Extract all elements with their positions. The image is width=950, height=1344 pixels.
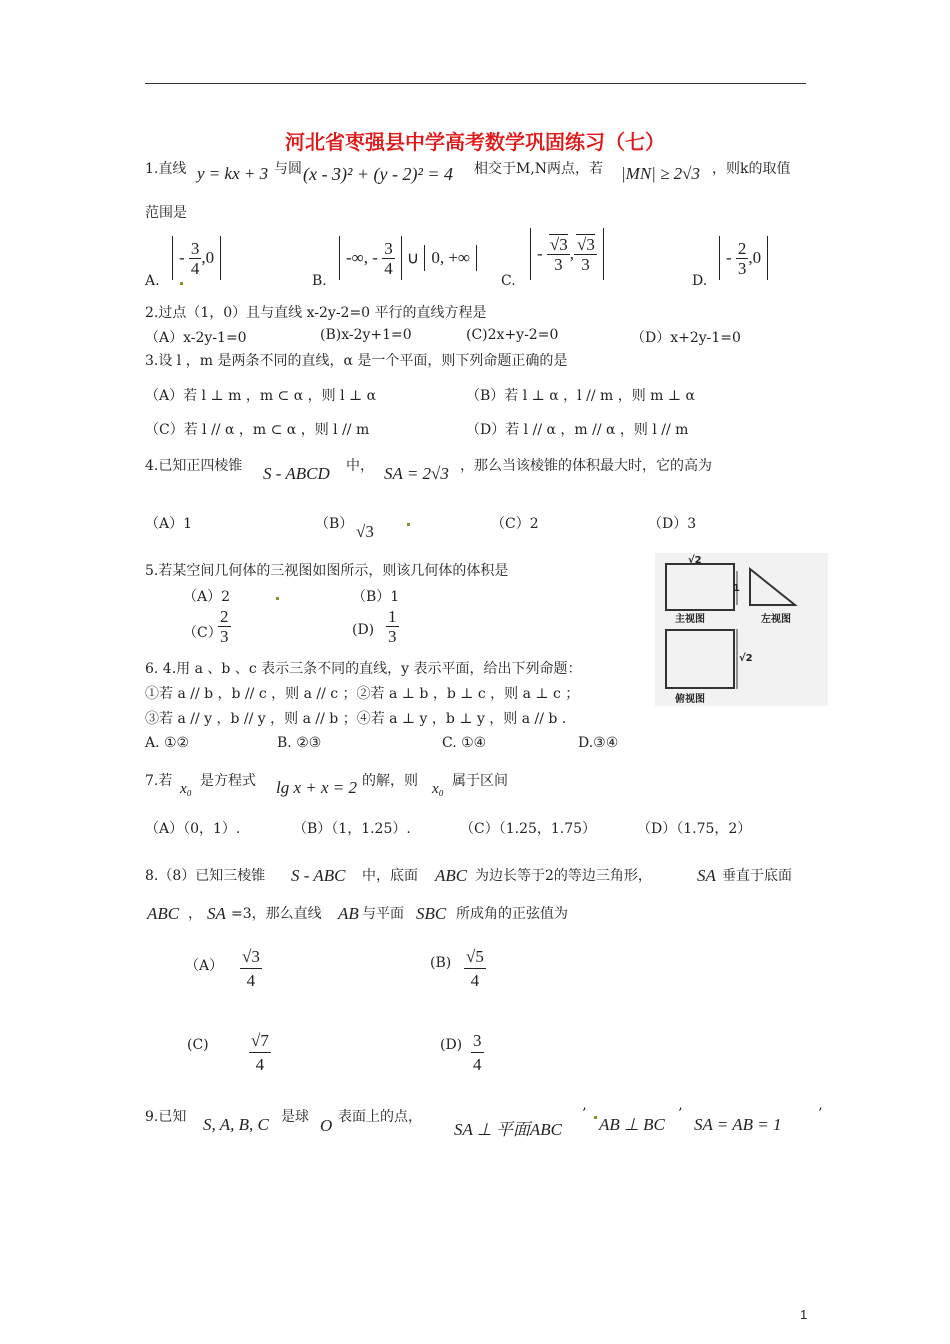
- q1-line-eq: y = kx + 3: [197, 164, 269, 183]
- q6-line2: ①若 a // b ，b // c ，则 a // c ；②若 a ⊥ b ，b ⊥ c ，则 a ⊥ c ；: [145, 686, 580, 702]
- q5-option-d-label: (D): [352, 622, 375, 638]
- page-number: 1: [800, 1307, 808, 1322]
- top-depth-label: √2: [739, 653, 753, 664]
- q1-option-a-label: A.: [145, 273, 160, 289]
- q9-cond3: SA = AB = 1: [694, 1115, 782, 1134]
- q1-line2: 范围是: [145, 205, 187, 221]
- q1-tail: ，则k的取值: [712, 161, 791, 177]
- front-view-label: 主视图: [675, 614, 705, 625]
- q9-points: S, A, B, C: [203, 1115, 269, 1134]
- q8-line2-h: 所成角的正弦值为: [456, 906, 568, 922]
- q1-condition: |MN| ≥ 2√3: [621, 164, 701, 183]
- q8-pyramid: S - ABC: [291, 866, 346, 885]
- q9-sep1: ’: [582, 1106, 587, 1122]
- q8-line1-a: 8.（8）已知三棱锥: [145, 868, 266, 884]
- q7-option-d: （D）（1.75，2）: [637, 821, 752, 837]
- top-view-rect: [665, 629, 735, 689]
- q7-var1: x₀: [180, 781, 192, 797]
- q8-option-d-value: $\frac{3}{4}$: [473, 1031, 482, 1074]
- q7-option-a: （A）（0，1）.: [145, 821, 241, 837]
- q7-option-b: （B）（1，1.25）.: [293, 821, 411, 837]
- q9-cond2: AB ⊥ BC: [599, 1115, 665, 1134]
- q8-option-b-value: $\frac{√5}{4}$: [466, 947, 484, 990]
- three-view-figure: [655, 553, 828, 706]
- page-title: 河北省枣强县中学高考数学巩固练习（七）: [285, 130, 665, 154]
- artifact-dot: [407, 523, 410, 526]
- artifact-dot: [594, 1116, 597, 1119]
- side-view-label: 左视图: [761, 614, 791, 625]
- q4-option-a: （A）1: [145, 516, 193, 532]
- q7-suffix: 属于区间: [452, 773, 508, 789]
- q1-option-c-label: C.: [501, 273, 516, 289]
- q5-option-c-label: （C）: [183, 625, 222, 641]
- q8-line1-g: 垂直于底面: [722, 868, 792, 884]
- q8-line2-sa: SA: [207, 904, 226, 923]
- q7-var2: x₀: [432, 781, 444, 797]
- q8-line1-c: 中，底面: [362, 868, 418, 884]
- q2-text: 2.过点（1，0）且与直线 x-2y-2=0 平行的直线方程是: [145, 305, 487, 321]
- q8-line2-abc: ABC: [147, 904, 180, 923]
- q9-sphere: O: [320, 1116, 333, 1135]
- q6-line1: 6. 4.用 a 、b 、c 表示三条不同的直线，y 表示平面，给出下列命题：: [145, 661, 582, 677]
- q8-line2-sbc: SBC: [416, 904, 447, 923]
- q2-option-b: (B)x-2y+1=0: [320, 327, 412, 343]
- q9-mid: 是球: [281, 1109, 309, 1125]
- q8-line2-comma: ，: [188, 906, 202, 922]
- q6-line3: ③若 a // y ，b // y ，则 a // b ；④若 a ⊥ y ，b ⊥ y ，则 a // b .: [145, 711, 567, 727]
- q5-option-d-value: $\frac{1}{3}$: [388, 607, 397, 646]
- q6-option-c: C. ①④: [442, 735, 487, 751]
- q2-option-c: (C)2x+y-2=0: [466, 327, 559, 343]
- q8-line2-d: =3，那么直线: [231, 906, 322, 922]
- q1-option-a-value: - $\frac{3}{4}$ ,0: [172, 236, 221, 280]
- q1-suffix: 相交于M,N两点，若: [474, 161, 604, 177]
- q7-prefix: 7.若: [145, 773, 173, 789]
- q1-circle-eq: (x - 3)² + (y - 2)² = 4: [303, 164, 454, 184]
- q6-option-d: D.③④: [578, 735, 619, 751]
- artifact-dot: [276, 597, 279, 600]
- q8-option-a-value: $\frac{√3}{4}$: [242, 947, 260, 990]
- q1-option-d-value: - $\frac{2}{3}$ ,0: [719, 236, 768, 280]
- q9-cond1: SA ⊥ 平面ABC: [454, 1120, 562, 1139]
- q9-prefix: 9.已知: [145, 1109, 187, 1125]
- q4-suffix: ，那么当该棱锥的体积最大时，它的高为: [460, 458, 712, 474]
- q1-option-b-label: B.: [312, 273, 327, 289]
- top-view-label: 俯视图: [675, 694, 705, 705]
- q8-option-c-label: (C): [187, 1037, 209, 1053]
- q6-option-b: B. ②③: [277, 735, 322, 751]
- q8-line2-ab: AB: [338, 904, 359, 923]
- q5-option-c-value: $\frac{2}{3}$: [220, 607, 229, 646]
- q2-option-d: （D）x+2y-1=0: [631, 330, 741, 346]
- q1-option-c-value: - $\frac{√3}{3}$ , $\frac{√3}{3}$: [530, 228, 604, 280]
- q5-option-b: （B）1: [352, 589, 400, 605]
- q4-option-b-value: √3: [356, 522, 374, 541]
- q6-option-a: A. ①②: [145, 735, 190, 751]
- q1-option-b-value: -∞, - $\frac{3}{4}$ ∪ 0, +∞: [339, 236, 477, 280]
- header-rule: [145, 83, 806, 84]
- front-width-label: √2: [688, 555, 702, 566]
- artifact-dot: [180, 282, 183, 285]
- q7-equation: lg x + x = 2: [276, 778, 358, 797]
- q1-prefix: 1.直线: [145, 161, 187, 177]
- q7-option-c: （C）（1.25，1.75）: [460, 821, 597, 837]
- q8-option-a-label: （A）: [185, 958, 224, 974]
- q4-pyramid: S - ABCD: [263, 464, 330, 483]
- q8-base: ABC: [435, 866, 468, 885]
- q9-sep3: ’: [818, 1106, 823, 1122]
- q8-option-b-label: (B): [430, 955, 452, 971]
- q8-option-d-label: (D): [440, 1037, 463, 1053]
- q9-mid2: 表面上的点，: [338, 1109, 422, 1125]
- q3-option-d: （D）若 l // α ，m // α ，则 l // m: [466, 422, 689, 438]
- q9-sep2: ’: [678, 1106, 683, 1122]
- q4-option-d: （D）3: [648, 516, 697, 532]
- q3-text: 3.设 l ，m 是两条不同的直线，α 是一个平面，则下列命题正确的是: [145, 353, 568, 369]
- q4-condition: SA = 2√3: [384, 464, 449, 483]
- q8-line2-f: 与平面: [362, 906, 404, 922]
- q8-sa: SA: [697, 866, 716, 885]
- q4-prefix: 4.已知正四棱锥: [145, 458, 243, 474]
- q3-option-b: （B）若 l ⊥ α ，l // m ，则 m ⊥ α: [466, 388, 695, 404]
- q5-option-a: （A）2: [183, 589, 231, 605]
- q2-option-a: （A）x-2y-1=0: [145, 330, 247, 346]
- q5-text: 5.若某空间几何体的三视图如图所示，则该几何体的体积是: [145, 563, 509, 579]
- q4-option-b-label: （B）: [315, 516, 354, 532]
- q1-option-d-label: D.: [692, 273, 708, 289]
- q3-option-a: （A）若 l ⊥ m ，m ⊂ α ，则 l ⊥ α: [145, 388, 377, 404]
- q4-option-c: （C）2: [491, 516, 539, 532]
- q7-mid: 是方程式: [200, 773, 256, 789]
- front-height-label: 1: [733, 583, 740, 594]
- q3-option-c: （C）若 l // α ，m ⊂ α ，则 l // m: [145, 422, 370, 438]
- q1-mid: 与圆: [274, 161, 302, 177]
- q8-line1-e: 为边长等于2的等边三角形，: [475, 868, 652, 884]
- q4-mid: 中，: [346, 458, 374, 474]
- q7-mid2: 的解，则: [362, 773, 418, 789]
- q8-option-c-value: $\frac{√7}{4}$: [251, 1031, 269, 1074]
